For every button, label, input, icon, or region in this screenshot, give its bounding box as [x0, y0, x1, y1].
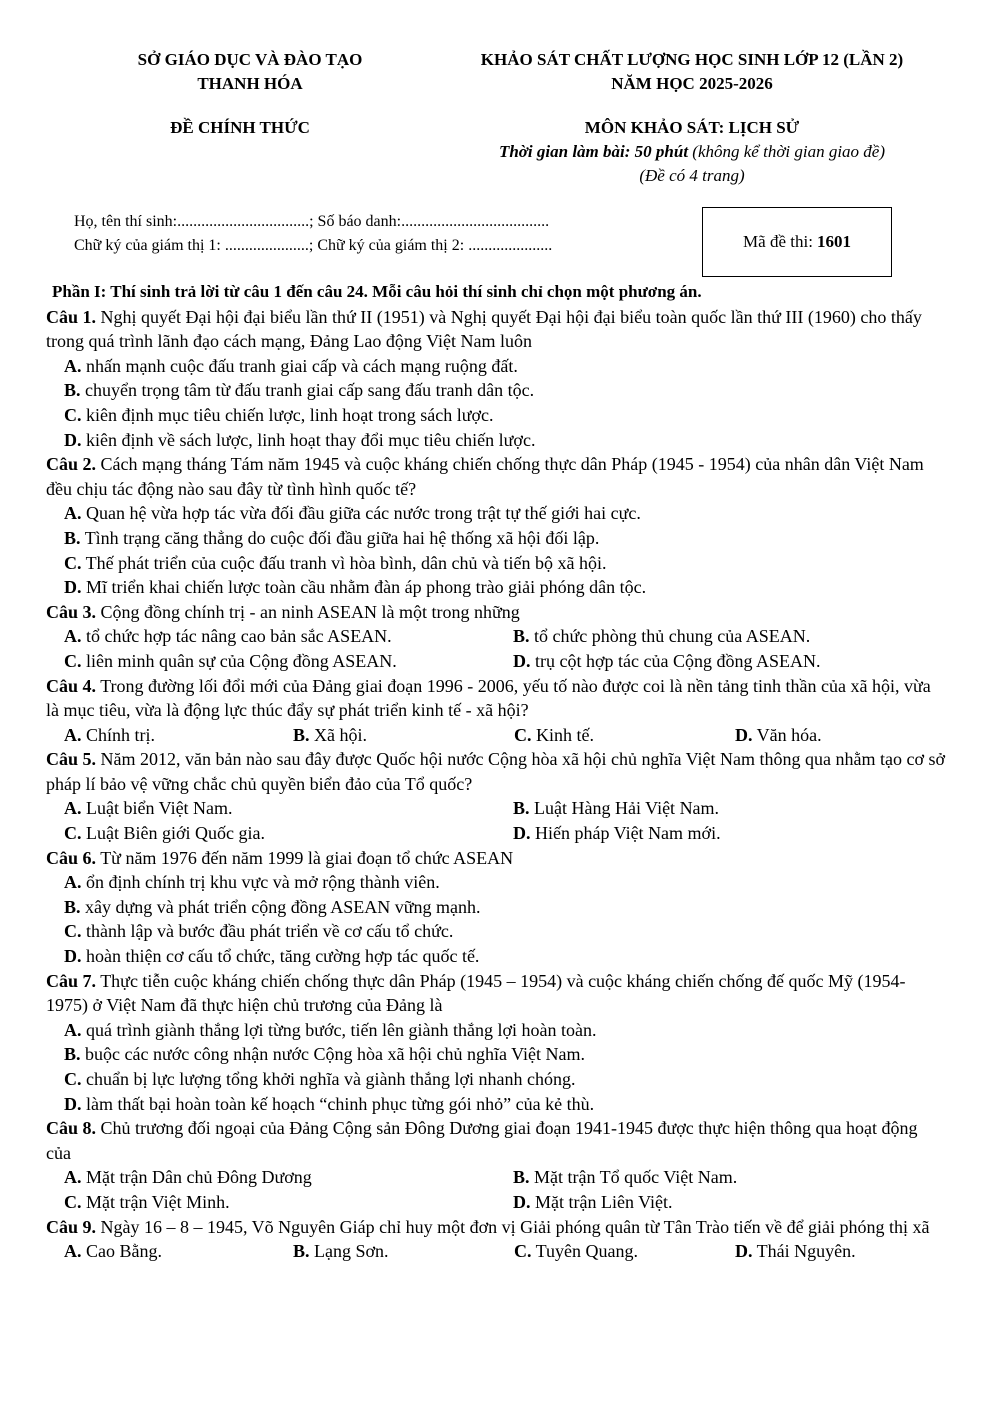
time-limit-note: (không kể thời gian giao đề)	[688, 142, 886, 161]
option-letter: B.	[64, 1044, 81, 1065]
option-text: thành lập và bước đầu phát triển về cơ cấu tổ chức.	[81, 921, 454, 942]
exam-title: KHẢO SÁT CHẤT LƯỢNG HỌC SINH LỚP 12 (LẦN 2)	[480, 50, 904, 69]
answer-option	[64, 624, 513, 649]
option-text: Quan hệ vừa hợp tác vừa đối đầu giữa các nước trong trật tự thế giới hai cực.	[81, 503, 641, 524]
answer-option	[46, 1018, 946, 1043]
option-letter: C.	[64, 1069, 82, 1089]
option-text: Thế phát triển của cuộc đấu tranh vì hòa bình, dân chủ và tiến bộ xã hội.	[81, 552, 607, 573]
options-grid	[46, 1165, 946, 1214]
department-header	[100, 48, 400, 96]
option-letter: C.	[64, 921, 82, 942]
option-text: chuẩn bị lực lượng tổng khởi nghĩa và giành thắng lợi nhanh chóng.	[81, 1069, 576, 1089]
option-text: trụ cột hợp tác của Cộng đồng ASEAN.	[530, 650, 821, 671]
option-text: tổ chức hợp tác nâng cao bản sắc ASEAN.	[81, 626, 392, 647]
options-grid	[46, 624, 946, 673]
question-number: Câu 1.	[46, 306, 97, 327]
option-letter: B.	[513, 1167, 530, 1188]
option-text: quá trình giành thắng lợi từng bước, tiến lên giành thắng lợi hoàn toàn.	[81, 1019, 597, 1040]
answer-option	[514, 723, 735, 748]
answer-option	[64, 821, 513, 846]
option-letter: D.	[64, 429, 82, 450]
question	[46, 846, 946, 871]
option-letter: A.	[64, 872, 82, 893]
option-letter: B.	[64, 527, 81, 548]
question-number: Câu 5.	[46, 749, 97, 770]
answer-option	[46, 378, 946, 403]
answer-option	[46, 403, 946, 428]
option-letter: B.	[513, 626, 530, 647]
option-letter: C.	[64, 552, 82, 573]
question-number: Câu 4.	[46, 675, 97, 696]
option-text: Tuyên Quang.	[531, 1241, 639, 1262]
answer-option	[514, 1239, 735, 1264]
answer-option	[64, 723, 293, 748]
option-text: Mặt trận Tổ quốc Việt Nam.	[529, 1167, 738, 1188]
option-letter: C.	[64, 1191, 82, 1212]
option-letter: A.	[64, 626, 82, 647]
answer-option	[46, 575, 946, 600]
answer-option	[46, 354, 946, 379]
option-letter: B.	[293, 1241, 310, 1262]
subject-title: MÔN KHẢO SÁT: LỊCH SỬ	[584, 118, 800, 137]
option-letter: A.	[64, 1019, 82, 1040]
answer-option	[46, 526, 946, 551]
option-letter: C.	[64, 823, 82, 844]
exam-header	[432, 48, 952, 96]
answer-option	[735, 1239, 964, 1264]
options-grid	[46, 1239, 946, 1264]
option-text: Mặt trận Việt Minh.	[81, 1191, 230, 1212]
option-letter: A.	[64, 503, 82, 524]
option-letter: D.	[735, 1241, 753, 1262]
answer-option	[46, 944, 946, 969]
option-text: Văn hóa.	[752, 724, 822, 745]
official-label: ĐỀ CHÍNH THỨC	[170, 118, 310, 137]
question-text: Cộng đồng chính trị - an ninh ASEAN là một trong những	[96, 601, 520, 622]
option-text: Chính trị.	[81, 724, 156, 745]
option-letter: C.	[514, 724, 532, 745]
option-text: buộc các nước công nhận nước Cộng hòa xã hội chủ nghĩa Việt Nam.	[80, 1044, 586, 1065]
option-text: Hiến pháp Việt Nam mới.	[530, 823, 721, 844]
question-number: Câu 9.	[46, 1216, 97, 1237]
option-letter: D.	[513, 1191, 531, 1212]
time-limit	[432, 140, 952, 164]
option-letter: D.	[64, 577, 82, 598]
answer-option	[46, 870, 946, 895]
question-text: Thực tiễn cuộc kháng chiến chống thực dân Pháp (1945 – 1954) và cuộc kháng chiến chống đế quốc Mỹ (1954-1975) ở Việt Nam đã thực hiện chủ trương của Đảng là	[46, 970, 906, 1016]
option-text: hoàn thiện cơ cấu tổ chức, tăng cường hợp tác quốc tế.	[81, 946, 480, 967]
option-letter: A.	[64, 1241, 82, 1262]
option-text: Tình trạng căng thẳng do cuộc đối đầu giữa hai hệ thống xã hội đối lập.	[80, 527, 600, 548]
answer-option	[293, 723, 514, 748]
time-limit-main: Thời gian làm bài: 50 phút	[498, 142, 689, 161]
question-text: Ngày 16 – 8 – 1945, Võ Nguyên Giáp chỉ huy một đơn vị Giải phóng quân từ Tân Trào tiến về để giải phóng thị xã	[96, 1216, 930, 1237]
option-text: xây dựng và phát triển cộng đồng ASEAN vững mạnh.	[80, 896, 481, 917]
option-text: Luật biển Việt Nam.	[81, 798, 233, 819]
proctor-signature-line: Chữ ký của giám thị 1: .....................; Chữ ký của giám thị 2: .....................	[74, 237, 553, 254]
question-text: Trong đường lối đổi mới của Đảng giai đoạn 1996 - 2006, yếu tố nào được coi là nền tảng tinh thần của xã hội, vừa là mục tiêu, vừa là động lực thúc đẩy sự phát triển kinh tế - xã hội?	[46, 675, 931, 721]
question	[46, 452, 946, 501]
answer-option	[513, 1190, 964, 1215]
question	[46, 305, 946, 354]
question-text: Từ năm 1976 đến năm 1999 là giai đoạn tổ chức ASEAN	[96, 847, 514, 868]
answer-option	[64, 1239, 293, 1264]
option-letter: B.	[293, 724, 310, 745]
question-text: Nghị quyết Đại hội đại biểu lần thứ II (1951) và Nghị quyết Đại hội đại biểu toàn quốc lần thứ III (1960) cho thấy trong quá trình lãnh đạo cách mạng, Đảng Lao động Việt Nam luôn	[46, 306, 922, 352]
answer-option	[513, 796, 964, 821]
question	[46, 747, 946, 796]
option-letter: D.	[513, 823, 531, 844]
option-text: Thái Nguyên.	[752, 1241, 856, 1262]
candidate-name-line: Họ, tên thí sinh:.................................; Số báo danh:.....................................	[74, 213, 550, 230]
answer-option	[64, 649, 513, 674]
answer-option	[513, 821, 964, 846]
question	[46, 969, 946, 1018]
option-text: nhấn mạnh cuộc đấu tranh giai cấp và cách mạng ruộng đất.	[81, 355, 518, 376]
school-year: NĂM HỌC 2025-2026	[611, 74, 773, 93]
answer-option	[513, 624, 964, 649]
answer-option	[64, 1165, 513, 1190]
answer-option	[64, 796, 513, 821]
answer-option	[513, 1165, 964, 1190]
option-letter: C.	[514, 1241, 532, 1262]
answer-option	[46, 428, 946, 453]
option-letter: D.	[64, 946, 82, 967]
answer-option	[46, 919, 946, 944]
answer-option	[46, 551, 946, 576]
option-text: liên minh quân sự của Cộng đồng ASEAN.	[81, 650, 397, 671]
option-letter: A.	[64, 798, 82, 819]
question-text: Năm 2012, văn bản nào sau đây được Quốc hội nước Cộng hòa xã hội chủ nghĩa Việt Nam thông qua nhằm tạo cơ sở pháp lí bảo vệ vững chắc chủ quyền biển đảo của Tổ quốc?	[46, 749, 946, 794]
option-text: làm thất bại hoàn toàn kế hoạch “chinh phục từng gói nhỏ” của kẻ thù.	[81, 1093, 595, 1114]
option-text: kiên định mục tiêu chiến lược, linh hoạt trong sách lược.	[81, 404, 494, 425]
page-count: (Đề có 4 trang)	[639, 166, 745, 185]
exam-code-label: Mã đề thi:	[743, 232, 813, 251]
question-number: Câu 8.	[46, 1118, 97, 1139]
option-letter: A.	[64, 1167, 82, 1188]
question	[46, 600, 946, 625]
question	[46, 674, 946, 723]
question	[46, 1116, 946, 1165]
answer-option	[513, 649, 964, 674]
option-text: ổn định chính trị khu vực và mở rộng thành viên.	[81, 872, 440, 893]
option-letter: B.	[64, 380, 81, 401]
question-text: Chủ trương đối ngoại của Đảng Cộng sản Đông Dương giai đoạn 1941-1945 được thực hiện thông qua hoạt động của	[46, 1118, 918, 1163]
option-letter: B.	[64, 896, 81, 917]
option-text: Mặt trận Liên Việt.	[530, 1191, 673, 1212]
candidate-info	[74, 210, 552, 258]
question-number: Câu 6.	[46, 847, 97, 868]
option-letter: B.	[513, 798, 530, 819]
question-number: Câu 7.	[46, 970, 97, 991]
subject-block	[432, 116, 952, 188]
option-text: tổ chức phòng thủ chung của ASEAN.	[529, 626, 811, 647]
department-name: SỞ GIÁO DỤC VÀ ĐÀO TẠO	[137, 50, 363, 69]
question-number: Câu 2.	[46, 454, 97, 475]
option-letter: C.	[64, 650, 82, 671]
answer-option	[64, 1190, 513, 1215]
answer-option	[293, 1239, 514, 1264]
options-grid	[46, 723, 946, 748]
answer-option	[46, 1092, 946, 1117]
option-letter: A.	[64, 355, 82, 376]
question	[46, 1215, 946, 1240]
option-letter: C.	[64, 404, 82, 425]
exam-content	[46, 280, 946, 1264]
option-text: chuyển trọng tâm từ đấu tranh giai cấp sang đấu tranh dân tộc.	[80, 380, 535, 401]
option-text: kiên định về sách lược, linh hoạt thay đổi mục tiêu chiến lược.	[81, 429, 536, 450]
option-text: Kinh tế.	[531, 724, 594, 745]
answer-option	[46, 501, 946, 526]
options-grid	[46, 796, 946, 845]
question-number: Câu 3.	[46, 601, 97, 622]
option-text: Luật Hàng Hải Việt Nam.	[529, 798, 720, 819]
answer-option	[46, 1067, 946, 1092]
option-text: Mặt trận Dân chủ Đông Dương	[81, 1167, 312, 1188]
option-text: Lạng Sơn.	[309, 1241, 389, 1262]
option-letter: A.	[64, 724, 82, 745]
option-text: Xã hội.	[309, 724, 368, 745]
question-text: Cách mạng tháng Tám năm 1945 và cuộc kháng chiến chống thực dân Pháp (1945 - 1954) của nhân dân Việt Nam đều chịu tác động nào sau đây từ tình hình quốc tế?	[46, 454, 924, 499]
answer-option	[735, 723, 964, 748]
option-text: Mĩ triển khai chiến lược toàn cầu nhằm đàn áp phong trào giải phóng dân tộc.	[81, 577, 647, 598]
answer-option	[46, 1042, 946, 1067]
option-text: Cao Bằng.	[81, 1241, 162, 1262]
option-letter: D.	[513, 650, 531, 671]
option-text: Luật Biên giới Quốc gia.	[81, 823, 265, 844]
option-letter: D.	[735, 724, 753, 745]
exam-code-value: 1601	[816, 232, 851, 251]
exam-code-box	[702, 207, 892, 277]
province-name: THANH HÓA	[197, 74, 303, 93]
option-letter: D.	[64, 1093, 82, 1114]
answer-option	[46, 895, 946, 920]
part-instruction: Phần I: Thí sinh trả lời từ câu 1 đến câu 24. Mỗi câu hỏi thí sinh chỉ chọn một phương án.	[52, 282, 702, 301]
